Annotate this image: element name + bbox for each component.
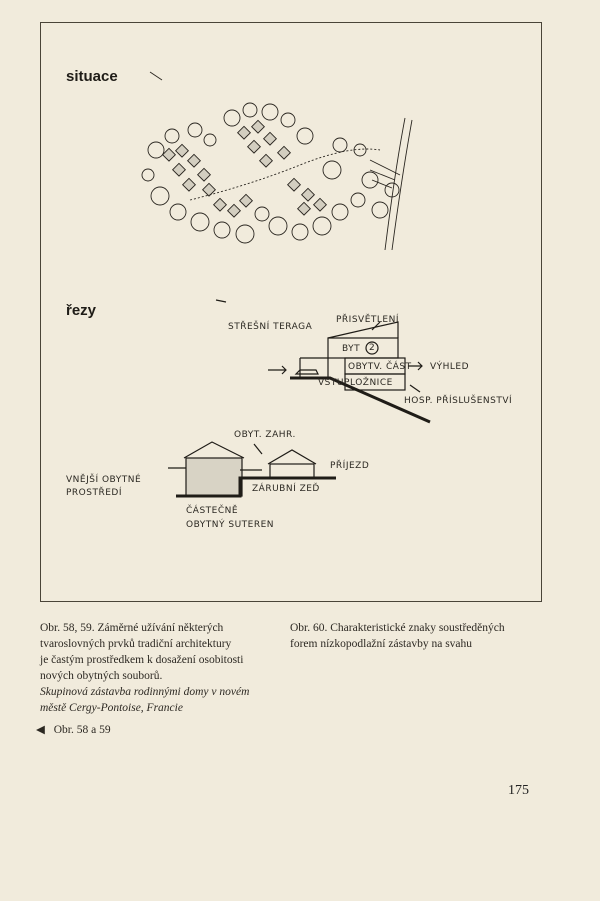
- driveway-note: PŘÍJEZD: [330, 461, 370, 471]
- caption-line: tvaroslovných prvků tradiční architektury: [40, 638, 232, 650]
- left-caption: [40, 620, 280, 716]
- apartment-note: BYT: [342, 344, 361, 354]
- sections-label: řezy: [66, 302, 97, 319]
- caption-line: Obr. 58, 59. Záměrné užívání některých: [40, 622, 224, 634]
- caption-line: forem nízkopodlažní zástavby na svahu: [290, 638, 473, 650]
- view-note: VÝHLED: [430, 362, 470, 372]
- right-caption: [290, 620, 550, 652]
- caption-line: Obr. 60. Charakteristické znaky soustředěných: [290, 622, 505, 634]
- caption-italic-line: městě Cergy-Pontoise, Francie: [40, 702, 183, 714]
- roof-terrace-note: STŘEŠNÍ TERAGA: [228, 322, 313, 332]
- skylight-note: PŘISVĚTLENÍ: [336, 315, 399, 325]
- apartment-number: 2: [369, 343, 376, 353]
- retaining-wall-note: ZÁRUBNÍ ZEĎ: [252, 484, 320, 494]
- living-part-note: OBYTV. ČÁST: [348, 362, 412, 372]
- caption-line: nových obytných souborů.: [40, 670, 163, 682]
- outdoor-space-note-1: VNĚJŠÍ OBYTNÉ: [66, 475, 142, 485]
- figure-reference-text: Obr. 58 a 59: [53, 724, 111, 736]
- basement-note: OBYTNÝ SUTEREN: [186, 520, 275, 530]
- utility-note: HOSP. PŘÍSLUŠENSTVÍ: [404, 396, 513, 406]
- garden-note: OBYT. ZAHR.: [234, 430, 296, 440]
- partial-note: ČÁSTEČNĚ: [186, 506, 239, 516]
- figure-reference: [36, 722, 111, 738]
- outdoor-space-note-2: PROSTŘEDÍ: [66, 488, 122, 498]
- caption-italic-line: Skupinová zástavba rodinnými domy v novém: [40, 686, 250, 698]
- entrance-note: VSTUP: [318, 378, 350, 388]
- caption-line: je častým prostředkem k dosažení osobitosti: [40, 654, 244, 666]
- page-number: 175: [508, 783, 529, 798]
- situation-label: situace: [66, 68, 118, 85]
- left-arrow-icon: ◀: [36, 724, 45, 736]
- bedroom-note: LOŽNICE: [350, 378, 393, 388]
